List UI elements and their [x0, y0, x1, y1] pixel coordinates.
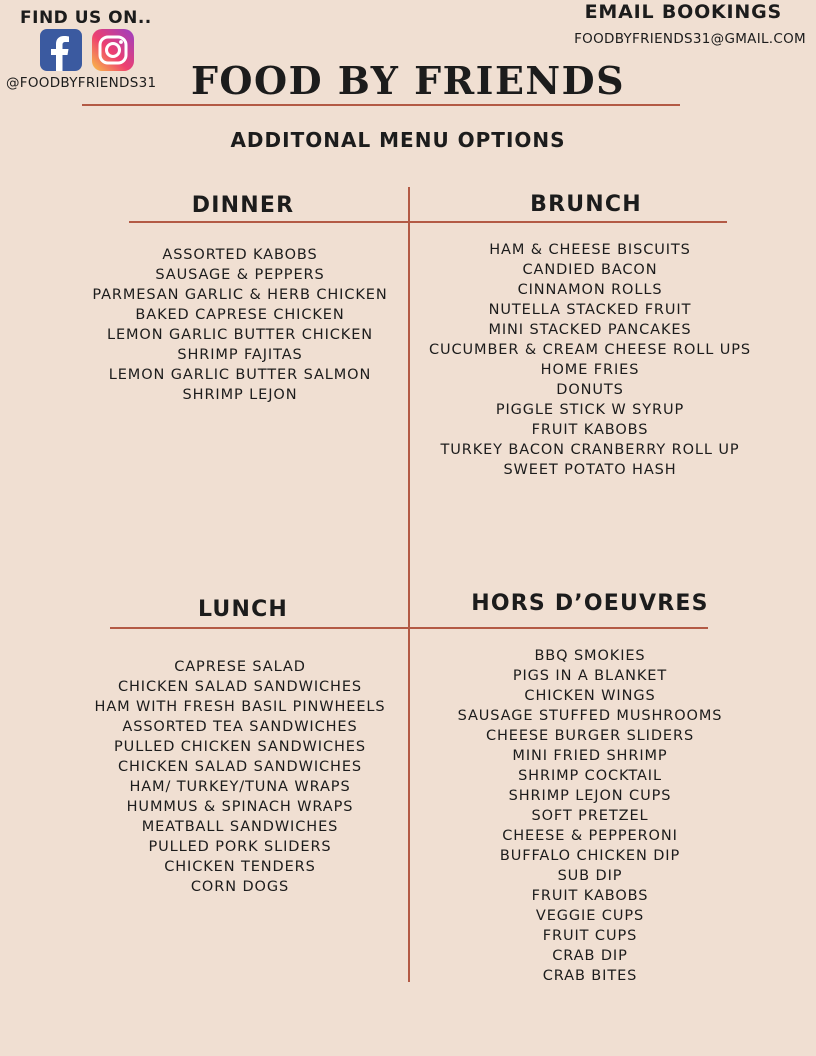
list-item: SAUSAGE STUFFED MUSHROOMS	[457, 708, 723, 724]
title-underline	[82, 104, 680, 106]
hors-doeuvres-title: HORS D’OEUVRES	[471, 591, 709, 616]
list-item: CORN DOGS	[190, 879, 290, 895]
list-item: CHICKEN SALAD SANDWICHES	[117, 759, 363, 775]
list-item: HUMMUS & SPINACH WRAPS	[126, 799, 354, 815]
list-item: SUB DIP	[557, 868, 623, 884]
hors-doeuvres-list	[410, 646, 770, 986]
list-item: CUCUMBER & CREAM CHEESE ROLL UPS	[428, 342, 752, 358]
list-item: SWEET POTATO HASH	[503, 462, 677, 478]
list-item: SHRIMP LEJON CUPS	[508, 788, 672, 804]
list-item: LEMON GARLIC BUTTER SALMON	[108, 367, 372, 383]
brunch-list	[410, 240, 770, 480]
social-handle: @FOODBYFRIENDS31	[6, 75, 157, 91]
list-item: MINI FRIED SHRIMP	[512, 748, 668, 764]
list-item: BUFFALO CHICKEN DIP	[499, 848, 681, 864]
list-item: TURKEY BACON CRANBERRY ROLL UP	[440, 442, 740, 458]
list-item: BAKED CAPRESE CHICKEN	[135, 307, 345, 323]
list-item: LEMON GARLIC BUTTER CHICKEN	[106, 327, 374, 343]
brunch-title: BRUNCH	[530, 192, 642, 217]
list-item: NUTELLA STACKED FRUIT	[488, 302, 692, 318]
list-item: ASSORTED TEA SANDWICHES	[122, 719, 358, 735]
hors-doeuvres-underline	[409, 627, 708, 629]
email-bookings-title: EMAIL BOOKINGS	[584, 1, 782, 23]
dinner-underline	[129, 221, 408, 223]
list-item: PARMESAN GARLIC & HERB CHICKEN	[92, 287, 388, 303]
lunch-underline	[110, 627, 408, 629]
list-item: VEGGIE CUPS	[535, 908, 645, 924]
list-item: CRAB BITES	[542, 968, 638, 984]
list-item: CHICKEN WINGS	[524, 688, 656, 704]
list-item: HAM & CHEESE BISCUITS	[489, 242, 691, 258]
list-item: CRAB DIP	[552, 948, 628, 964]
list-item: CANDIED BACON	[522, 262, 658, 278]
dinner-title: DINNER	[191, 193, 295, 218]
list-item: PIGGLE STICK W SYRUP	[495, 402, 685, 418]
list-item: SHRIMP LEJON	[182, 387, 298, 403]
list-item: BBQ SMOKIES	[534, 648, 646, 664]
list-item: PULLED CHICKEN SANDWICHES	[114, 739, 366, 755]
list-item: FRUIT KABOBS	[531, 422, 649, 438]
list-item: MEATBALL SANDWICHES	[141, 819, 339, 835]
brand-title: FOOD BY FRIENDS	[190, 58, 626, 103]
list-item: SOFT PRETZEL	[531, 808, 649, 824]
dinner-list	[40, 245, 440, 405]
email-address[interactable]: FOODBYFRIENDS31@GMAIL.COM	[574, 31, 806, 47]
list-item: PIGS IN A BLANKET	[512, 668, 668, 684]
lunch-title: LUNCH	[197, 597, 289, 622]
find-us-label: FIND US ON..	[20, 8, 152, 28]
list-item: SAUSAGE & PEPPERS	[155, 267, 325, 283]
list-item: HAM/ TURKEY/TUNA WRAPS	[129, 779, 351, 795]
list-item: DONUTS	[556, 382, 624, 398]
list-item: SHRIMP FAJITAS	[177, 347, 303, 363]
list-item: HAM WITH FRESH BASIL PINWHEELS	[94, 699, 386, 715]
brunch-underline	[409, 221, 727, 223]
list-item: FRUIT CUPS	[542, 928, 638, 944]
list-item: SHRIMP COCKTAIL	[518, 768, 662, 784]
list-item: CINNAMON ROLLS	[517, 282, 663, 298]
list-item: MINI STACKED PANCAKES	[488, 322, 692, 338]
list-item: CHICKEN TENDERS	[164, 859, 316, 875]
list-item: PULLED PORK SLIDERS	[148, 839, 332, 855]
list-item: HOME FRIES	[540, 362, 640, 378]
list-item: ASSORTED KABOBS	[162, 247, 318, 263]
list-item: CHEESE & PEPPERONI	[502, 828, 678, 844]
menu-subtitle: ADDITONAL MENU OPTIONS	[230, 128, 566, 152]
lunch-list	[40, 657, 440, 897]
list-item: CAPRESE SALAD	[174, 659, 306, 675]
list-item: CHEESE BURGER SLIDERS	[485, 728, 695, 744]
list-item: CHICKEN SALAD SANDWICHES	[117, 679, 363, 695]
list-item: FRUIT KABOBS	[531, 888, 649, 904]
